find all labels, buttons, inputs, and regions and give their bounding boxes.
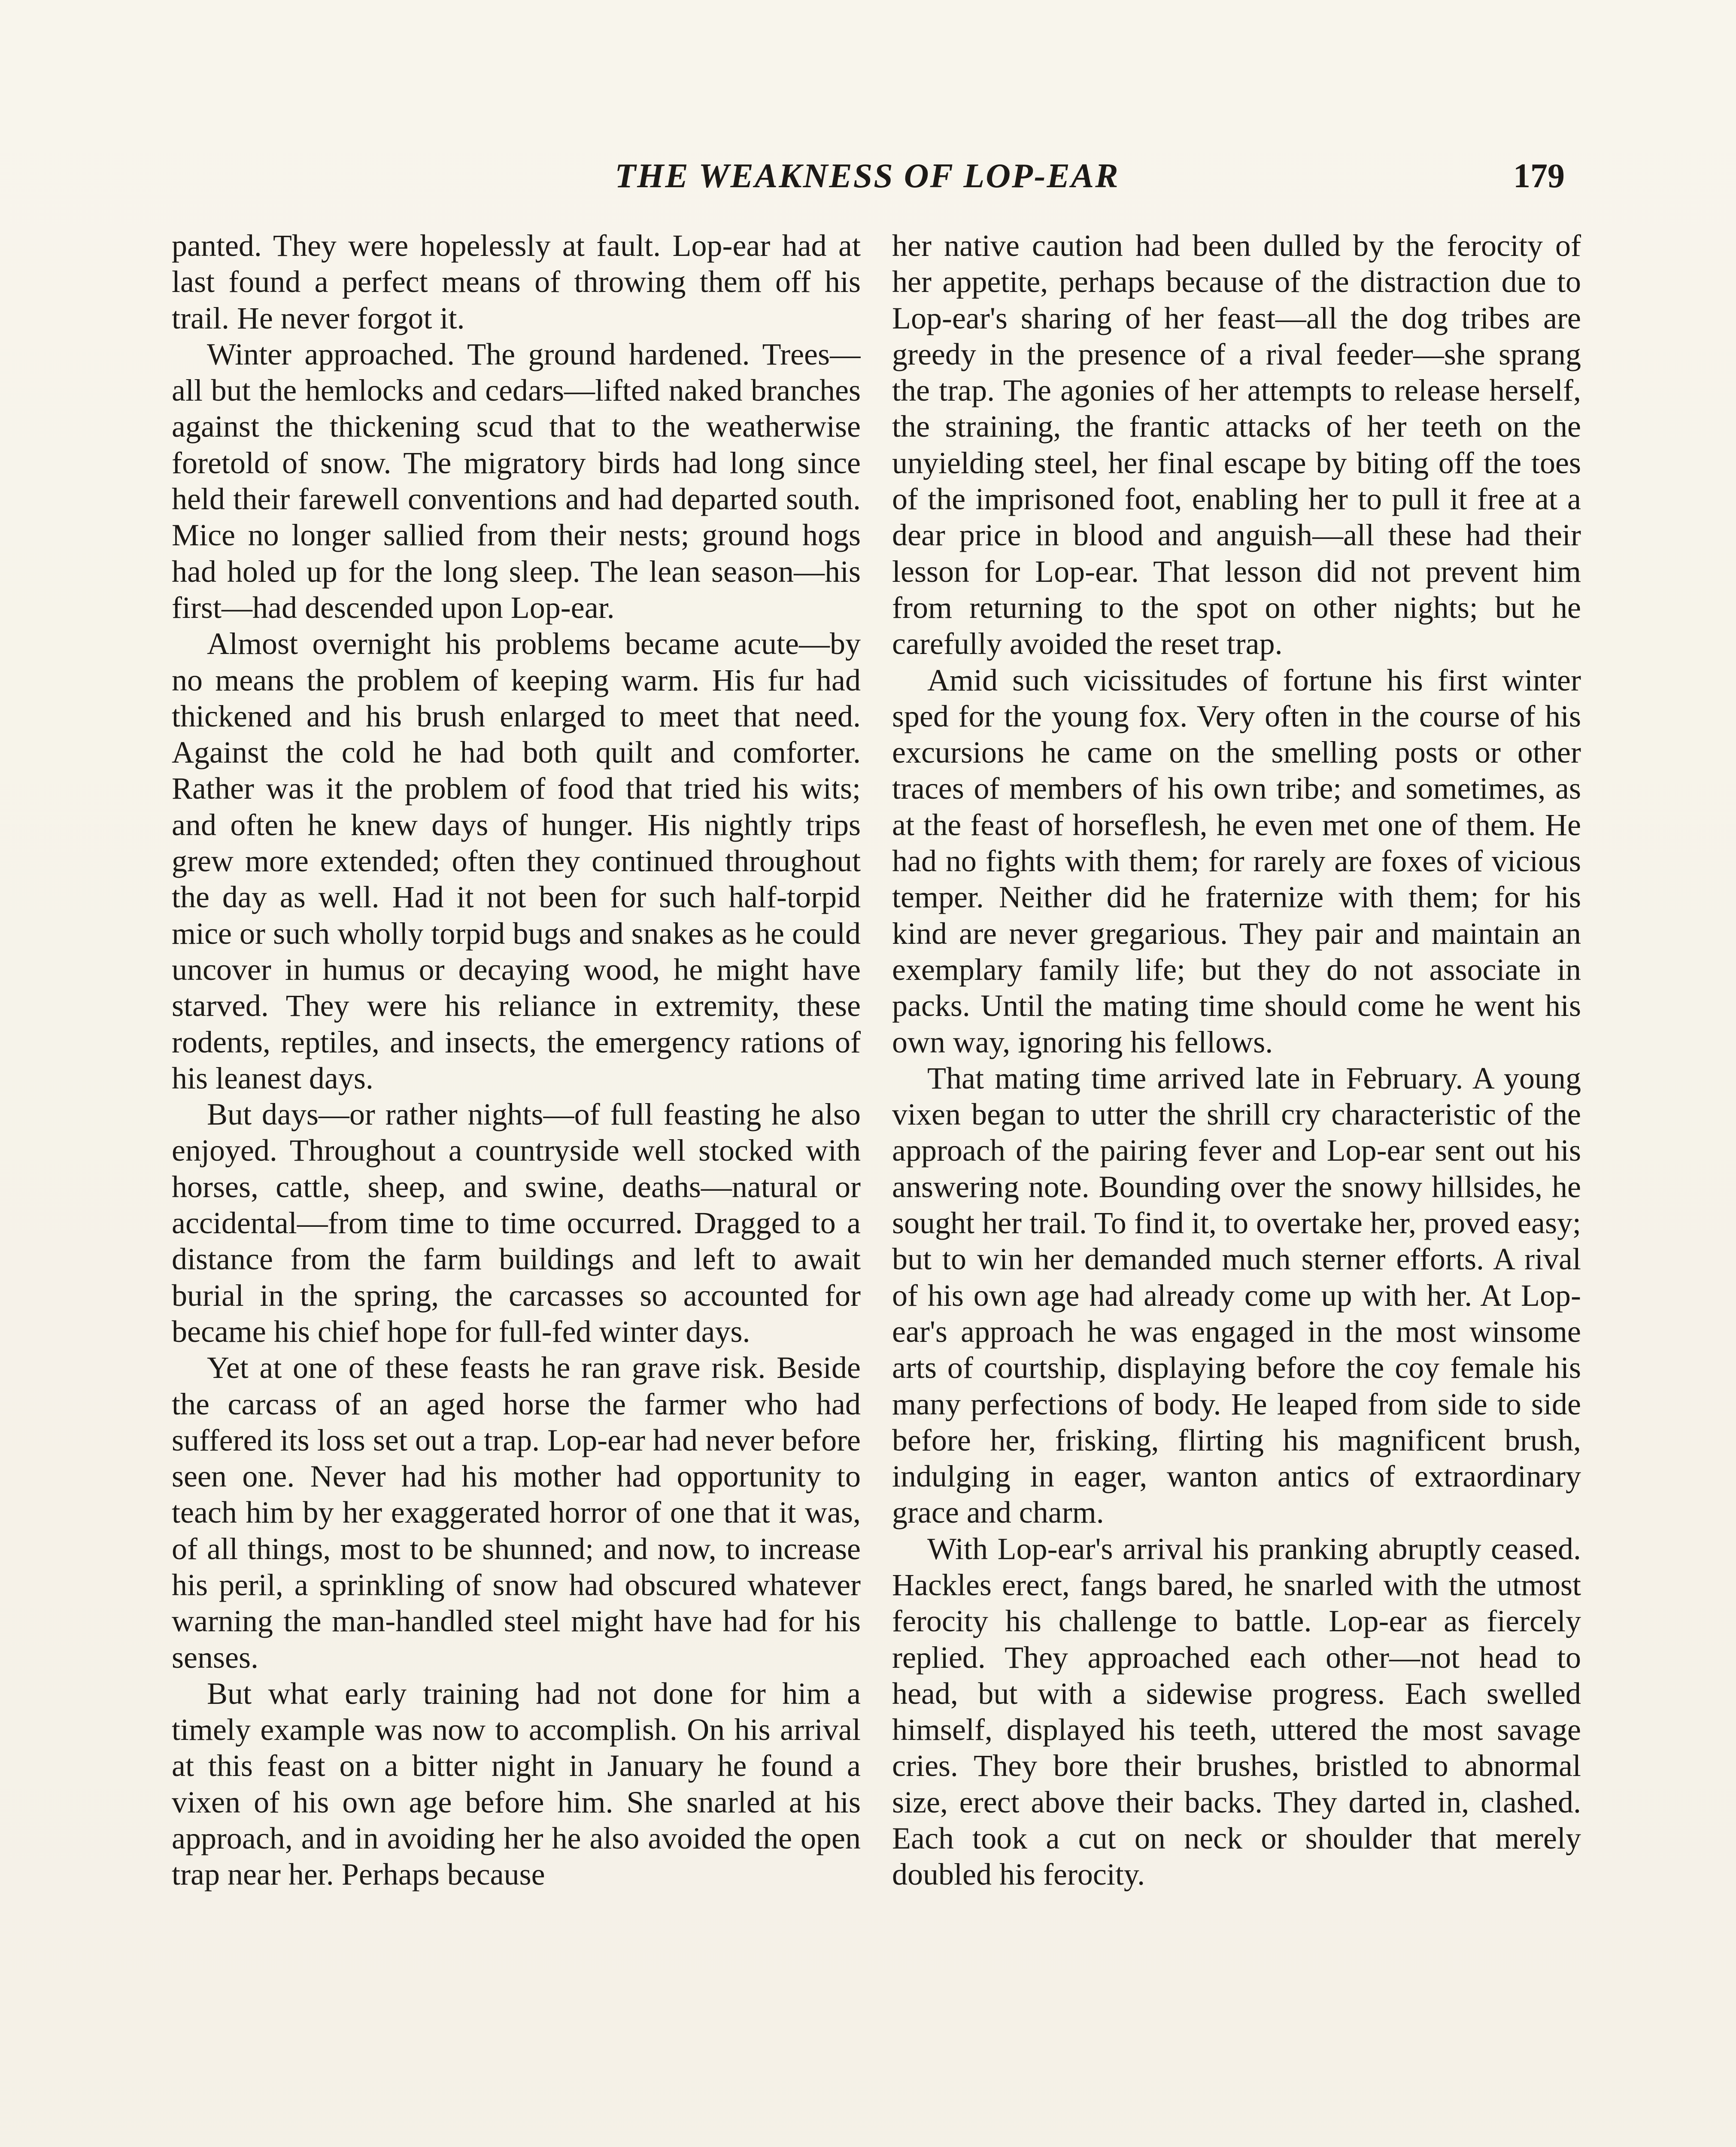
paragraph: With Lop-ear's arrival his pranking abruptly ceased. Hackles erect, fangs bared, he snarled with the utmost ferocity his challenge to battle. Lop-ear as fiercely replied. They approached each other—not head to head, but with a sidewise progress. Each swelled himself, displayed his teeth, uttered the most savage cries. They bore their brushes, bristled to abnormal size, erect above their backs. They darted in, clashed. Each took a cut on neck or shoulder that merely doubled his ferocity. (892, 1531, 1581, 1892)
chapter-title: THE WEAKNESS OF LOP-EAR (615, 157, 1120, 195)
paragraph: But days—or rather nights—of full feasting he also enjoyed. Throughout a countryside well stocked with horses, cattle, sheep, and swine, deaths—natural or accidental—from time to time occurred. Dragged to a distance from the farm buildings and left to await burial in the spring, the carcasses so accounted for became his chief hope for full-fed winter days. (172, 1097, 861, 1349)
paragraph: Winter approached. The ground hardened. Trees—all but the hemlocks and cedars—lifted naked branches against the thickening scud that to the weatherwise foretold of snow. The migratory birds had long since held their farewell conventions and had departed south. Mice no longer sallied from their nests; ground hogs had holed up for the long sleep. The lean season—his first—had descended upon Lop-ear. (172, 337, 861, 625)
running-head (170, 146, 1565, 206)
page-number: 179 (1513, 157, 1565, 195)
paragraph: her native caution had been dulled by the ferocity of her appetite, perhaps because of the distraction due to Lop-ear's sharing of her feast—all the dog tribes are greedy in the presence of a rival feeder—she sprang the trap. The agonies of her attempts to release herself, the straining, the frantic attacks of her teeth on the unyielding steel, her final escape by biting off the toes of the imprisoned foot, enabling her to pull it free at a dear price in blood and anguish—all these had their lesson for Lop-ear. That lesson did not prevent him from returning to the spot on other nights; but he carefully avoided the reset trap. (892, 228, 1581, 661)
right-column (892, 228, 1581, 2147)
left-column (172, 228, 861, 2147)
paragraph: But what early training had not done for him a timely example was now to accomplish. On his arrival at this feast on a bitter night in January he found a vixen of his own age before him. She snarled at his approach, and in avoiding her he also avoided the open trap near her. Perhaps because (172, 1676, 861, 1892)
paragraph: Amid such vicissitudes of fortune his first winter sped for the young fox. Very often in the course of his excursions he came on the smelling posts or other traces of members of his own tribe; and sometimes, as at the feast of horseflesh, he even met one of them. He had no fights with them; for rarely are foxes of vicious temper. Neither did he fraternize with them; for his kind are never gregarious. They pair and maintain an exemplary family life; but they do not associate in packs. Until the mating time should come he went his own way, ignoring his fellows. (892, 663, 1581, 1059)
paragraph: Yet at one of these feasts he ran grave risk. Beside the carcass of an aged horse the farmer who had suffered its loss set out a trap. Lop-ear had never before seen one. Never had his mother had opportunity to teach him by her exaggerated horror of one that it was, of all things, most to be shunned; and now, to increase his peril, a sprinkling of snow had obscured whatever warning the man-handled steel might have had for his senses. (172, 1350, 861, 1675)
paragraph: That mating time arrived late in February. A young vixen began to utter the shrill cry characteristic of the approach of the pairing fever and Lop-ear sent out his answering note. Bounding over the snowy hillsides, he sought her trail. To find it, to overtake her, proved easy; but to win her demanded much sterner efforts. A rival of his own age had already come up with her. At Lop-ear's approach he was engaged in the most winsome arts of courtship, displaying before the coy female his many perfections of body. He leaped from side to side before her, frisking, flirting his magnificent brush, indulging in eager, wanton antics of extraordinary grace and charm. (892, 1061, 1581, 1530)
paragraph: Almost overnight his problems became acute—by no means the problem of keeping warm. His fur had thickened and his brush enlarged to meet that need. Against the cold he had both quilt and comforter. Rather was it the problem of food that tried his wits; and often he knew days of hunger. His nightly trips grew more extended; often they continued throughout the day as well. Had it not been for such half-torpid mice or such wholly torpid bugs and snakes as he could uncover in humus or decaying wood, he might have starved. They were his reliance in extremity, these rodents, reptiles, and insects, the emergency rations of his leanest days. (172, 626, 861, 1095)
paragraph: panted. They were hopelessly at fault. Lop-ear had at last found a perfect means of throwing them off his trail. He never forgot it. (172, 228, 861, 335)
